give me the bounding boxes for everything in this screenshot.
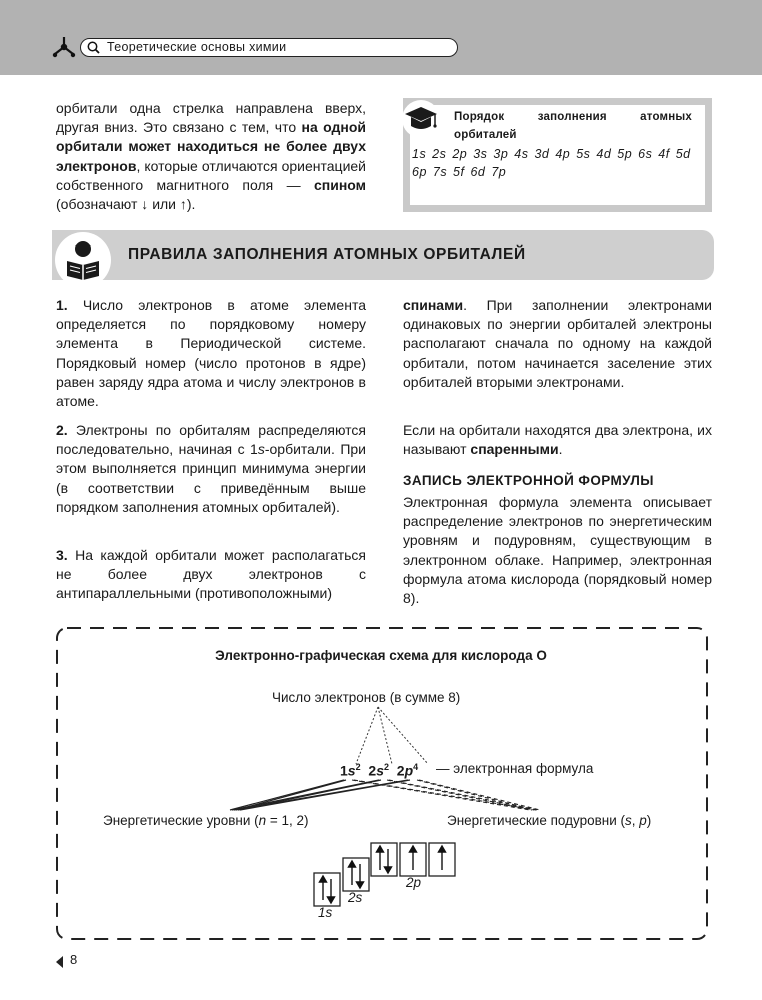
label-2s: 2s [348, 890, 363, 905]
intro-text-3: (обозначают ↓ или ↑). [56, 196, 196, 213]
formula-1-sup: 2 [355, 762, 361, 772]
intro-text-2: , которые отличаются ориентацией собственного магнитного поля — [56, 157, 366, 193]
intro-text-1: орбитали одна стрелка направлена вверх, другая вниз. Это связано с тем, что [56, 100, 366, 136]
sublevels-text-a: Энергетические подуровни ( [447, 813, 626, 828]
paired-bold: спаренными [470, 441, 559, 458]
formula-label: — электронная формула [436, 761, 594, 776]
formula-2-s: s [376, 762, 384, 779]
sublevels-s: s [625, 813, 632, 828]
levels-n: n [258, 813, 267, 828]
header-title: Теоретические основы химии [107, 40, 287, 54]
formula-1-s: s [347, 762, 356, 779]
rule-2-number: 2. [56, 422, 68, 438]
energy-levels-label [103, 813, 309, 828]
label-2p: 2p [406, 875, 422, 890]
formula-3-p: p [404, 762, 414, 779]
sublevels-p: p [639, 813, 647, 828]
formula-1: 1 [340, 762, 348, 779]
right-paragraph-1-text: . При заполнении электронами одинаковых по энергии орбиталей электроны располагают сначала по одному на каждой орбитали, потом начинается заселение этих орбиталей вторыми электронами. [403, 297, 712, 390]
intro-bold-2: спином [313, 176, 366, 193]
energy-sublevels-label [447, 813, 651, 828]
rule-3-text: На каждой орбитали может располагаться не более двух электронов с антипараллельными (противоположными) [56, 547, 366, 602]
electron-count-pointers [356, 707, 428, 764]
electron-count-label: Число электронов (в сумме 8) [272, 690, 461, 705]
formula-3-sup: 4 [413, 762, 419, 772]
label-1s: 1s [318, 905, 333, 920]
electron-formula [340, 762, 418, 779]
diagram-title: Электронно-графическая схема для кислорода О [215, 648, 547, 663]
page-number: 8 [70, 952, 78, 967]
intro-bold-1: на одной орбитали может находиться не более двух электронов [56, 119, 366, 174]
orbital-box-2s [343, 858, 369, 891]
formula-2-sup: 2 [383, 762, 389, 772]
formula-3: 2 [396, 762, 405, 779]
page-marker-icon [56, 956, 63, 968]
electron-formula-subheading: ЗАПИСЬ ЭЛЕКТРОННОЙ ФОРМУЛЫ [403, 473, 654, 488]
sublevels-text-b: ) [646, 813, 652, 828]
formula-2: 2 [368, 762, 377, 779]
orbital-order-title: Порядок заполнения атомных орбиталей [454, 111, 692, 141]
right-paragraph-2-text: Если на орбитали находятся два электрона, их называют [403, 422, 712, 458]
right-paragraph-3-text: Электронная формула элемента описывает распределение электронов по энергетическим уровням и подуровням, существующим в электронном облаке. Например, электронная формула атома кислорода (порядковый номер 8). [403, 494, 712, 607]
spins-bold: спинами [403, 297, 464, 313]
orbital-box-1s [314, 873, 340, 906]
levels-text-a: Энергетические уровни ( [103, 813, 259, 828]
rule-2-text-b: -орбитали. При этом выполняется принцип минимума энергии (в соответствии с приведённым выше порядком заполнения атомных орбиталей). [56, 441, 366, 515]
rule-1-number: 1. [56, 297, 68, 313]
rule-1-text: Число электронов в атоме элемента определяется по порядковому номеру элемента в Периодической системе. Порядковый номер (число протонов в ядре) равен заряду ядра атома и числу электронов в атоме. [56, 297, 366, 410]
sublevels-comma: , [631, 813, 640, 828]
sublevel-pointers [352, 780, 540, 810]
rule-2-s: s [257, 441, 265, 458]
section-title: ПРАВИЛА ЗАПОЛНЕНИЯ АТОМНЫХ ОРБИТАЛЕЙ [128, 246, 526, 263]
orbital-box-2p-1 [371, 843, 397, 876]
rule-3-number: 3. [56, 547, 68, 563]
diagram-dashed-border [57, 628, 707, 939]
levels-text-b: = 1, 2) [266, 813, 309, 828]
orbital-order-sequence: 1s 2s 2p 3s 3p 4s 3d 4p 5s 4d 5p 6s 4f 5d 6p 7s 5f 6d 7p [412, 147, 691, 179]
rule-2-text-a: Электроны по орбиталям распределяются последовательно, начиная с 1 [56, 422, 366, 458]
right-paragraph-2-end: . [558, 441, 563, 458]
